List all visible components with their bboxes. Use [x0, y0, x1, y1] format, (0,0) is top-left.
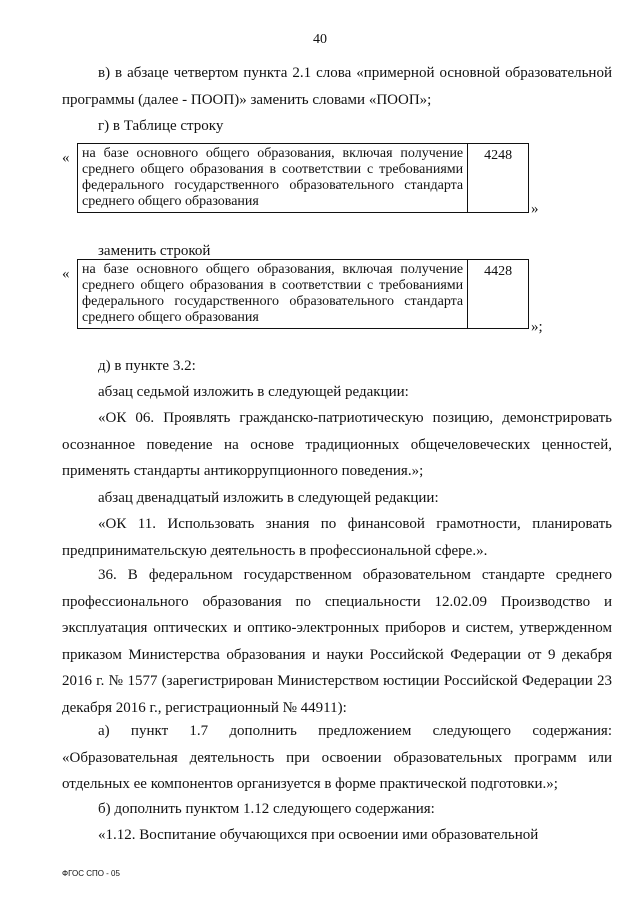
item-v-paragraph: в) в абзаце четвертом пункта 2.1 слова «примерной основной образовательной программы (далее - ПООП)» заменить словами «ПООП»;: [62, 65, 612, 108]
table1-value-cell: 4248: [468, 144, 529, 213]
table-row-replacement: [77, 259, 529, 329]
table2-value-cell: 4428: [468, 260, 529, 329]
item36-paragraph: 36. В федеральном государственном образовательном стандарте среднего профессионального образования по специальности 12.02.09 Производство и эксплуатация оптических и оптико-электронных приборов и систем, утвержденном приказом Министерства образования и науки Российской Федерации от 9 декабря 2016 г. № 1577 (зарегистрирован Министерством юстиции Российской Федерации 23 декабря 2016 г., регистрационный № 44911):: [62, 567, 612, 716]
table2-close-quote: »;: [531, 319, 543, 335]
item-a-paragraph: а) пункт 1.7 дополнить предложением следующего содержания: «Образовательная деятельность при освоении образовательных программ или отдельных ее компонентов организуется в форме практической подготовки.»;: [62, 723, 612, 792]
replace-label: заменить строкой: [98, 243, 211, 259]
ok11-paragraph: «ОК 11. Использовать знания по финансовой грамотности, планировать предпринимательскую деятельность в профессиональной сфере.».: [62, 516, 612, 559]
table2-text-cell: на базе основного общего образования, включая получение среднего общего образования в соответствии с требованиями федерального государственного образовательного стандарта среднего общего образования: [78, 260, 468, 329]
table1-open-quote: «: [62, 150, 70, 166]
item-g-paragraph: г) в Таблице строку: [98, 118, 224, 134]
table2-open-quote: «: [62, 266, 70, 282]
table-row-original: [77, 143, 529, 213]
item-112-paragraph: «1.12. Воспитание обучающихся при освоении ими образовательной: [98, 827, 539, 843]
footer-code: ФГОС СПО - 05: [62, 869, 120, 878]
table1-close-quote: »: [531, 201, 539, 217]
item-d-paragraph: д) в пункте 3.2:: [98, 358, 196, 374]
table1-text-cell: на базе основного общего образования, включая получение среднего общего образования в соответствии с требованиями федерального государственного образовательного стандарта среднего общего образования: [78, 144, 468, 213]
page-number: 40: [313, 32, 327, 47]
para-seventh: абзац седьмой изложить в следующей редакции:: [98, 384, 409, 400]
ok06-paragraph: «ОК 06. Проявлять гражданско-патриотическую позицию, демонстрировать осознанное поведение на основе традиционных общечеловеческих ценностей, применять стандарты антикоррупционного поведения.»;: [62, 410, 612, 479]
item-b-paragraph: б) дополнить пунктом 1.12 следующего содержания:: [98, 801, 435, 817]
para-twelfth: абзац двенадцатый изложить в следующей редакции:: [98, 490, 439, 506]
